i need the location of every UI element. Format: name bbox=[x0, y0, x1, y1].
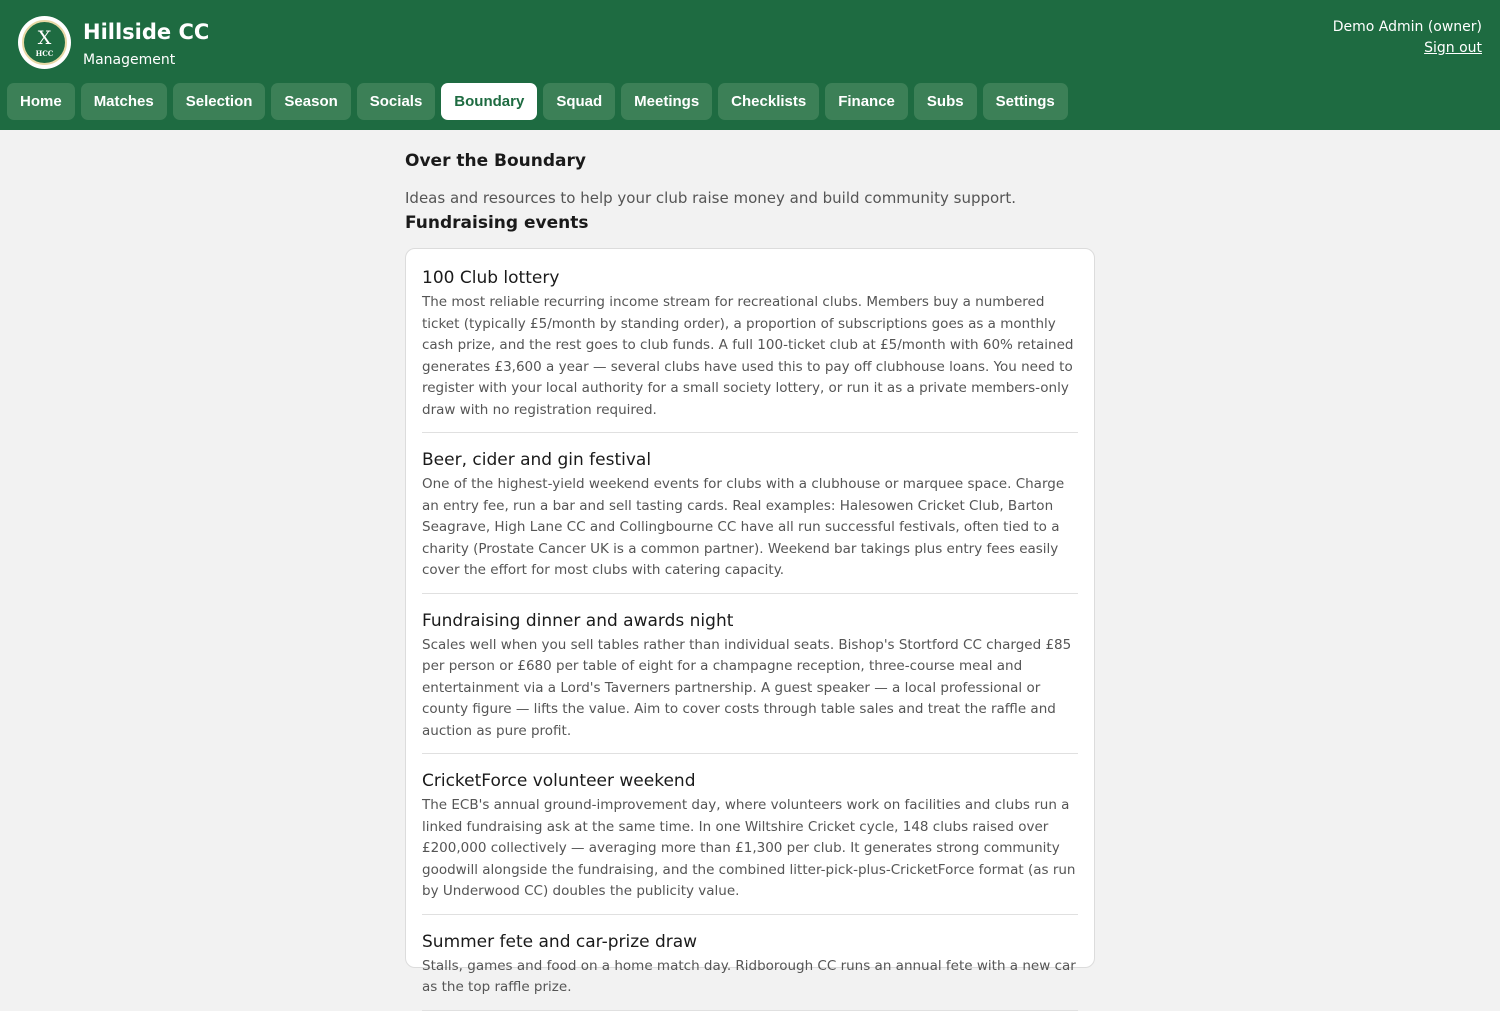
event-description: Stalls, games and food on a home match day. Ridborough CC runs an annual fete with a new car as the top raffle prize. bbox=[422, 957, 1076, 995]
app-subtitle: Management bbox=[83, 52, 176, 68]
tab-season[interactable]: Season bbox=[271, 83, 350, 120]
crossed-bats-icon: X bbox=[37, 27, 52, 49]
list-item bbox=[422, 265, 1078, 433]
event-title: Beer, cider and gin festival bbox=[422, 450, 652, 470]
tab-finance[interactable]: Finance bbox=[825, 83, 908, 120]
app-header bbox=[0, 0, 1500, 130]
tab-selection[interactable]: Selection bbox=[173, 83, 266, 120]
event-title: CricketForce volunteer weekend bbox=[422, 771, 696, 791]
tab-squad[interactable]: Squad bbox=[543, 83, 615, 120]
list-item bbox=[422, 447, 1078, 594]
section-title: Fundraising events bbox=[405, 213, 589, 233]
club-logo[interactable] bbox=[18, 16, 71, 69]
user-label: Demo Admin (owner) bbox=[1332, 19, 1482, 35]
event-description: One of the highest-yield weekend events for clubs with a clubhouse or marquee space. Charge an entry fee, run a bar and sell tasting cards. Real examples: Halesowen Cricket Club, Barton Seagrave, High Lane CC and Collingbourne CC have all run successful festivals, often tied to a charity (Prostate Cancer UK is a common partner). Weekend bar takings plus entry fees easily cover the effort for most clubs with catering capacity. bbox=[422, 476, 1065, 578]
event-description: Scales well when you sell tables rather than individual seats. Bishop's Stortford CC charged £85 per person or £680 per table of eight for a champagne reception, three-course meal and entertainment via a Lord's Taverners partnership. A guest speaker — a local professional or county figure — lifts the value. Aim to cover costs through table sales and treat the raffle and auction as pure profit. bbox=[422, 636, 1072, 739]
tab-checklists[interactable]: Checklists bbox=[718, 83, 819, 120]
event-description: The ECB's annual ground-improvement day, where volunteers work on facilities and clubs run a linked fundraising ask at the same time. In one Wiltshire Cricket cycle, 148 clubs raised over £200,000 collectively — averaging more than £1,300 per club. It generates strong community goodwill alongside the fundraising, and the combined litter-pick-plus-CricketForce format (as run by Underwood CC) doubles the publicity value. bbox=[422, 797, 1076, 899]
list-item bbox=[422, 608, 1078, 755]
list-item bbox=[422, 929, 1078, 1011]
event-title: 100 Club lottery bbox=[422, 268, 560, 288]
club-crest-icon bbox=[22, 20, 67, 65]
tab-boundary[interactable]: Boundary bbox=[441, 83, 537, 120]
page-title: Over the Boundary bbox=[405, 151, 586, 171]
page-description: Ideas and resources to help your club raise money and build community support. bbox=[405, 189, 1016, 207]
tab-matches[interactable]: Matches bbox=[81, 83, 167, 120]
logo-text: HCC bbox=[35, 49, 54, 58]
sign-out-link[interactable]: Sign out bbox=[1424, 40, 1482, 56]
events-card bbox=[405, 248, 1095, 995]
main-nav bbox=[7, 83, 1068, 120]
tab-meetings[interactable]: Meetings bbox=[621, 83, 712, 120]
tab-subs[interactable]: Subs bbox=[914, 83, 977, 120]
tab-socials[interactable]: Socials bbox=[357, 83, 436, 120]
event-description: The most reliable recurring income stream for recreational clubs. Members buy a numbered ticket (typically £5/month by standing order), a proportion of subscriptions goes as a monthly cash prize, and the rest goes to club funds. A full 100-ticket club at £5/month with 60% retained generates £3,600 a year — several clubs have used this to pay off clubhouse loans. You need to register with your local authority for a small society lottery, or run it as a private members-only draw with no registration required. bbox=[422, 294, 1074, 418]
event-title: Summer fete and car-prize draw bbox=[422, 931, 698, 952]
app-title: Hillside CC bbox=[83, 20, 210, 44]
tab-settings[interactable]: Settings bbox=[983, 83, 1068, 120]
tab-home[interactable]: Home bbox=[7, 83, 75, 120]
list-item bbox=[422, 768, 1078, 915]
event-title: Fundraising dinner and awards night bbox=[422, 610, 734, 631]
